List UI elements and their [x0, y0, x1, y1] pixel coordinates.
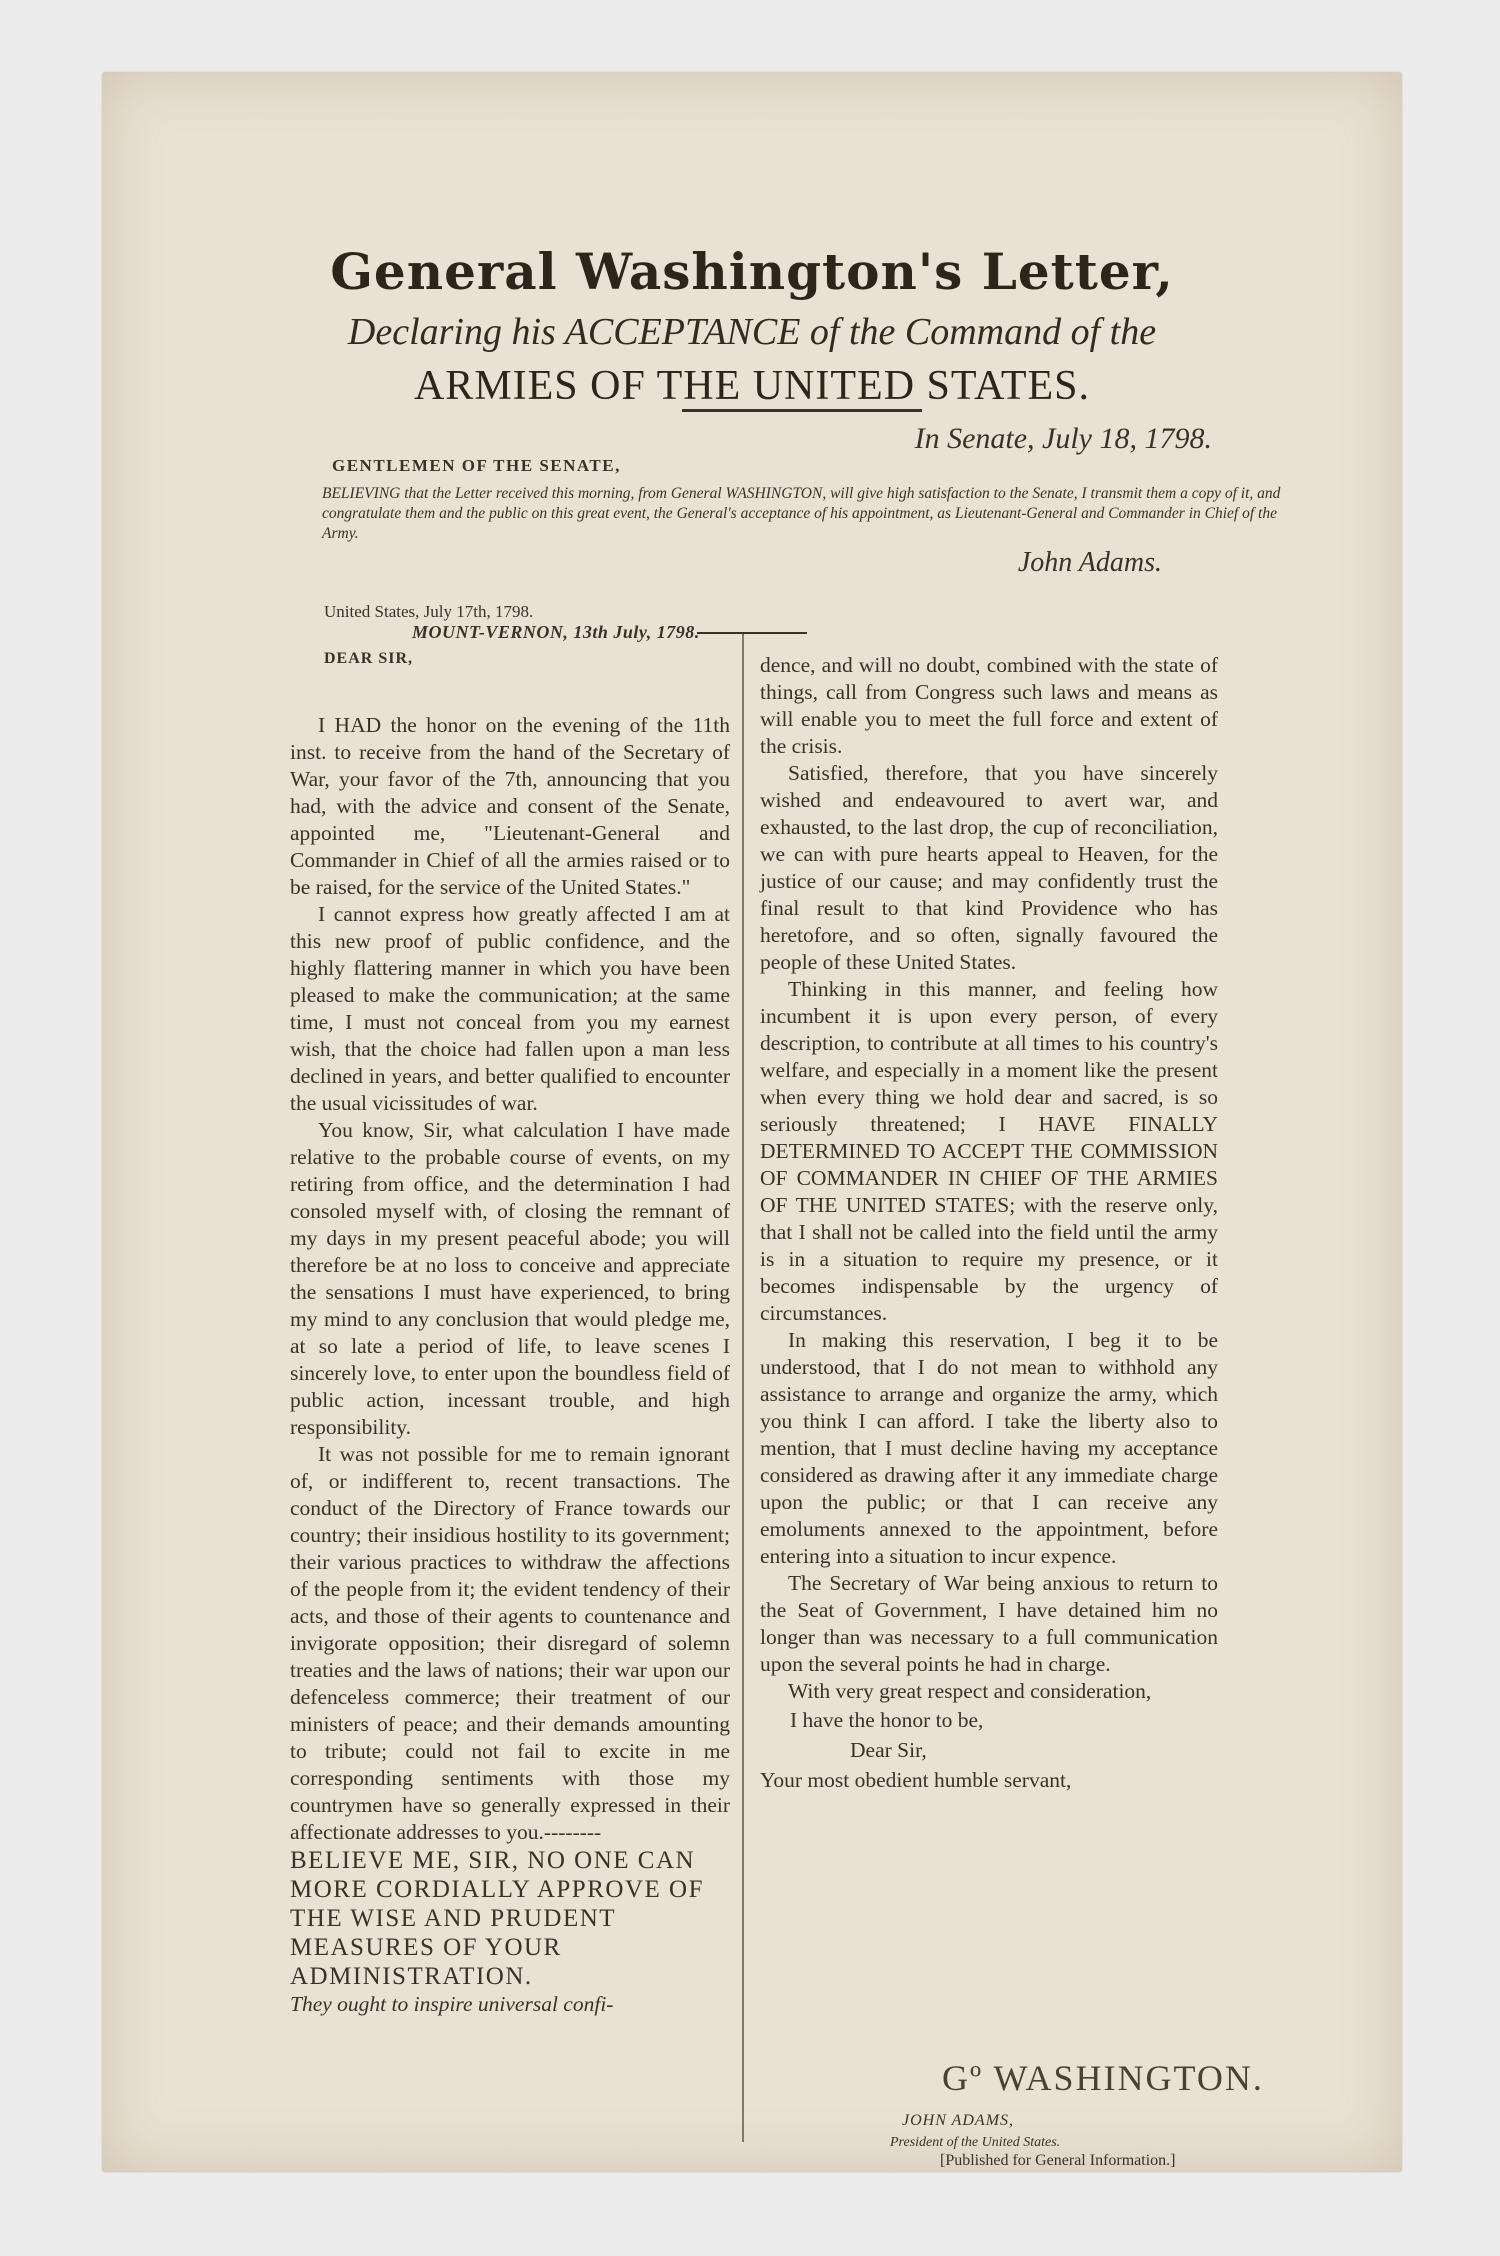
emphasis-capitals: BELIEVE ME, SIR, NO ONE CAN MORE CORDIALLY APPROVE OF THE WISE AND PRUDENT MEASURES OF YOUR ADMINISTRATION.: [290, 1847, 704, 1990]
addressee-name: JOHN ADAMS,: [902, 2112, 1015, 2129]
letter-paragraph: I cannot express how greatly affected I am at this new proof of public confidence, and the highly flattering manner in which you have been pleased to make the communication; at the same time, I must not conceal from you my earnest wish, that the choice had fallen upon a man less declined in years, and better qualified to encounter the usual vicissitudes of war.: [290, 902, 730, 1115]
letter-paragraph: With very great respect and consideration,: [788, 1679, 1152, 1703]
senate-dateline: United States, July 17th, 1798.: [324, 602, 534, 621]
letter-paragraph: You know, Sir, what calculation I have made relative to the probable course of events, on my retiring from office, and the determination I had consoled myself with, of closing the remnant of my days in my present peaceful abode; you will therefore be at no loss to conceive and appreciate the sensations I must have experienced, to bring my mind to any conclusion that would pledge me, at so late a period of life, to leave scenes I sincerely love, to enter upon the boundless field of public action, incessant trouble, and high responsibility.: [290, 1118, 730, 1439]
broadside-sheet: [102, 72, 1402, 2172]
column-rule: [742, 632, 744, 2142]
left-column: [290, 712, 730, 2018]
letter-dateline: MOUNT-VERNON, 13th July, 1798.: [412, 622, 700, 642]
letter-salutation: DEAR SIR,: [324, 650, 414, 667]
senate-salutation: GENTLEMEN OF THE SENATE,: [332, 456, 621, 475]
closing-line: I have the honor to be,: [790, 1708, 984, 1732]
senate-message: BELIEVING that the Letter received this morning, from General WASHINGTON, will give high satisfaction to the Senate, I transmit them a copy of it, and congratulate them and the public on this great event, the General's acceptance of his appointment, as Lieutenant-General and Commander in Chief of the Army.: [322, 485, 1281, 542]
senate-date: In Senate, July 18, 1798.: [914, 422, 1212, 455]
title-rule: [682, 409, 922, 412]
letter-paragraph: In making this reservation, I beg it to be understood, that I do not mean to withhold any assistance to arrange and organize the army, which you think I can afford. I take the liberty also to mention, that I must decline having my acceptance considered as drawing after it any immediate charge upon the public; or that I can receive any emoluments annexed to the appointment, before entering into a situation to incur expence.: [760, 1328, 1218, 1568]
publication-note: [Published for General Information.]: [940, 2152, 1176, 2169]
closing-line: Dear Sir,: [850, 1738, 927, 1762]
document-subtitle-2: ARMIES OF THE UNITED STATES.: [413, 363, 1091, 409]
letter-continuation: They ought to inspire universal confi-: [290, 1992, 614, 2016]
letter-paragraph: I HAD the honor on the evening of the 11th inst. to receive from the hand of the Secretary of War, your favor of the 7th, announcing that you had, with the advice and consent of the Senate, appointed me, "Lieutenant-General and Commander in Chief of all the armies raised or to be raised, for the service of the United States.": [290, 713, 730, 899]
closing-line: Your most obedient humble servant,: [760, 1768, 1072, 1792]
letter-paragraph: dence, and will no doubt, combined with the state of things, call from Congress such laws and means as will enable you to meet the full force and extent of the crisis.: [760, 653, 1218, 758]
letter-paragraph: It was not possible for me to remain ignorant of, or indifferent to, recent transactions. The conduct of the Directory of France towards our country; their insidious hostility to its government; their various practices to withdraw the affections of the people from it; the evident tendency of their acts, and those of their agents to countenance and invigorate opposition; their disregard of solemn treaties and the laws of nations; their war upon our defenceless commerce; their treatment of our ministers of peace; and their demands amounting to tribute; could not fail to excite in me corresponding sentiments with those my countrymen have so generally expressed in their affectionate addresses to you.--------: [290, 1442, 730, 1844]
letter-paragraph: Satisfied, therefore, that you have sincerely wished and endeavoured to avert war, and exhausted, to the last drop, the cup of reconciliation, we can with pure hearts appeal to Heaven, for the justice of our cause; and may confidently trust the final result to that kind Providence who has heretofore, and so often, signally favoured the people of these United States.: [760, 761, 1218, 974]
letter-paragraph: The Secretary of War being anxious to return to the Seat of Government, I have detained him no longer than was necessary to a full communication upon the several points he had in charge.: [760, 1571, 1218, 1676]
washington-signature: Gº WASHINGTON.: [942, 2058, 1264, 2098]
document-subtitle: Declaring his ACCEPTANCE of the Command of the: [347, 311, 1157, 353]
document-title: General Washington's Letter,: [330, 242, 1174, 301]
right-column: [760, 652, 1218, 1795]
letter-closing: [760, 1705, 1218, 1795]
addressee-title: President of the United States.: [890, 2135, 1061, 2150]
letter-paragraph: Thinking in this manner, and feeling how incumbent it is upon every person, of every description, to contribute at all times to his country's welfare, and especially in a moment like the present when every thing we hold dear and sacred, is so seriously threatened; I HAVE FINALLY DETERMINED TO ACCEPT THE COMMISSION OF COMMANDER IN CHIEF OF THE ARMIES OF THE UNITED STATES; with the reserve only, that I shall not be called into the field until the army is in a situation to require my presence, or it becomes indispensable by the urgency of circumstances.: [760, 977, 1218, 1325]
adams-signature: John Adams.: [1017, 547, 1162, 578]
section-rule: [697, 632, 807, 634]
